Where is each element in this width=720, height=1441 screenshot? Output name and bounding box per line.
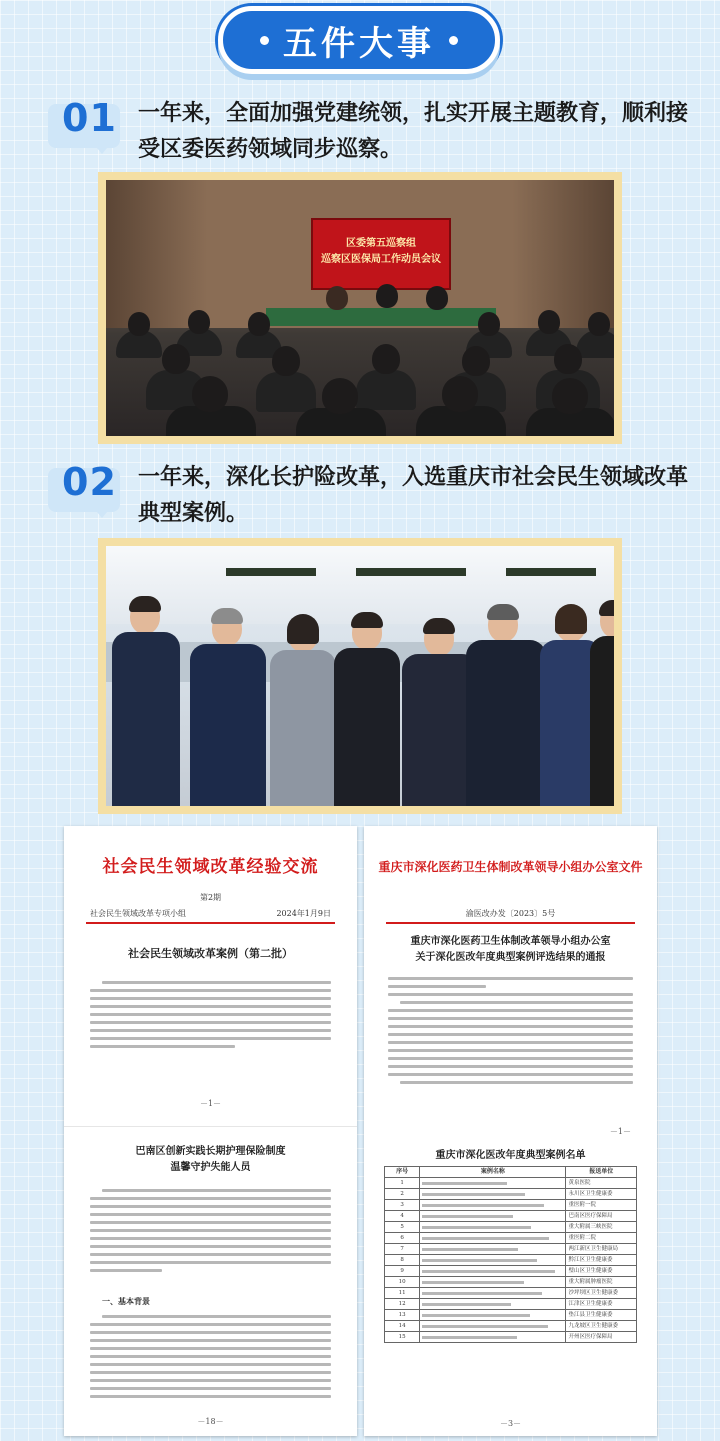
doc-issue: 第2期 <box>199 893 222 902</box>
table-row <box>385 1277 637 1288</box>
table-row <box>385 1299 637 1310</box>
cell-unit: 江津区卫生健康委 <box>566 1299 637 1310</box>
cell-no: 3 <box>385 1200 420 1211</box>
cell-name <box>420 1288 566 1299</box>
table-row <box>385 1211 637 1222</box>
doc-header: 社会民生领域改革经验交流 <box>102 857 319 877</box>
doc-header: 重庆市深化医药卫生体制改革领导小组办公室文件 <box>378 860 643 874</box>
cell-unit: 开州区医疗保障局 <box>566 1332 637 1343</box>
table-title: 重庆市深化医改年度典型案例名单 <box>435 1150 586 1161</box>
cell-unit: 重大附属三峡医院 <box>566 1222 637 1233</box>
cell-unit: 九龙坡区卫生健康委 <box>566 1321 637 1332</box>
screen-line-1: 区委第五巡察组 <box>346 238 416 249</box>
table-row <box>385 1288 637 1299</box>
doc-page-number: －1－ <box>609 1127 631 1136</box>
visit-photo <box>106 546 614 806</box>
section-text: 一年来，深化长护险改革，入选重庆市社会民生领域改革典型案例。 <box>138 465 689 526</box>
case-title-1: 巴南区创新实践长期护理保险制度 <box>135 1146 286 1157</box>
col-name: 案例名称 <box>420 1167 566 1178</box>
cell-no: 1 <box>385 1178 420 1189</box>
table-row <box>385 1233 637 1244</box>
cell-name <box>420 1200 566 1211</box>
doc-body-text <box>90 1184 331 1277</box>
cell-unit: 沙坪坝区卫生健康委 <box>566 1288 637 1299</box>
document-right <box>364 826 657 1436</box>
table-row <box>385 1200 637 1211</box>
cell-unit: 璧山区卫生健康委 <box>566 1266 637 1277</box>
screen-line-2: 巡察区医保局工作动员会议 <box>321 254 441 265</box>
cell-name <box>420 1255 566 1266</box>
banner-dot-left <box>260 36 269 45</box>
table-row <box>385 1310 637 1321</box>
section-text: 一年来，全面加强党建统领，扎实开展主题教育，顺利接受区委医药领域同步巡察。 <box>138 101 689 162</box>
cell-name <box>420 1310 566 1321</box>
cell-unit: 垫江县卫生健康委 <box>566 1310 637 1321</box>
meeting-screen <box>311 218 451 290</box>
cell-name <box>420 1244 566 1255</box>
banner-title: 五件大事 <box>283 23 435 64</box>
cell-no: 15 <box>385 1332 420 1343</box>
table-row <box>385 1222 637 1233</box>
cell-unit: 黄泉医院 <box>566 1178 637 1189</box>
table-row <box>385 1178 637 1189</box>
doc-heading: 社会民生领域改革案例（第二批） <box>128 947 293 960</box>
cell-name <box>420 1222 566 1233</box>
table-row <box>385 1255 637 1266</box>
cell-no: 14 <box>385 1321 420 1332</box>
table-row <box>385 1189 637 1200</box>
cell-name <box>420 1189 566 1200</box>
cell-no: 11 <box>385 1288 420 1299</box>
cell-unit: 黔江区卫生健康委 <box>566 1255 637 1266</box>
doc-heading-1: 重庆市深化医药卫生体制改革领导小组办公室 <box>410 936 611 947</box>
doc-section-label: 一、基本背景 <box>102 1296 150 1306</box>
banner-dot-right <box>449 36 458 45</box>
photo-frame-meeting <box>98 172 622 444</box>
cell-name <box>420 1233 566 1244</box>
doc-page-number: －18－ <box>197 1417 224 1426</box>
cell-no: 8 <box>385 1255 420 1266</box>
cell-name <box>420 1332 566 1343</box>
cell-unit: 重医附一院 <box>566 1200 637 1211</box>
doc-body-text <box>388 972 633 1089</box>
doc-org: 社会民生领域改革专项小组 <box>90 909 186 918</box>
cell-no: 12 <box>385 1299 420 1310</box>
cell-no: 7 <box>385 1244 420 1255</box>
cell-no: 9 <box>385 1266 420 1277</box>
cell-no: 2 <box>385 1189 420 1200</box>
number-badge-01 <box>48 96 128 156</box>
cell-name <box>420 1277 566 1288</box>
cell-no: 4 <box>385 1211 420 1222</box>
doc-page-number: －3－ <box>499 1419 522 1428</box>
doc-body-text <box>90 976 331 1053</box>
table-row <box>385 1244 637 1255</box>
number-badge-02 <box>48 460 128 520</box>
doc-date: 2024年1月9日 <box>276 909 331 918</box>
cell-unit: 巴南区医疗保障局 <box>566 1211 637 1222</box>
cell-name <box>420 1178 566 1189</box>
doc-body-text <box>90 1310 331 1403</box>
doc-heading-2: 关于深化医改年度典型案例评选结果的通报 <box>415 952 606 963</box>
cell-name <box>420 1299 566 1310</box>
cell-name <box>420 1266 566 1277</box>
cell-no: 13 <box>385 1310 420 1321</box>
table-row <box>385 1266 637 1277</box>
cell-no: 5 <box>385 1222 420 1233</box>
cell-name <box>420 1211 566 1222</box>
document-left <box>64 826 357 1436</box>
section-number: 02 <box>62 460 117 504</box>
table-row <box>385 1321 637 1332</box>
cell-unit: 两江新区卫生健康局 <box>566 1244 637 1255</box>
doc-number: 渝医改办发〔2023〕5号 <box>465 909 556 918</box>
col-unit: 报送单位 <box>566 1167 637 1178</box>
meeting-photo <box>106 180 614 436</box>
cell-no: 10 <box>385 1277 420 1288</box>
photo-frame-visit <box>98 538 622 814</box>
title-banner <box>218 6 500 74</box>
col-no: 序号 <box>385 1167 420 1178</box>
cell-unit: 重大附属肿瘤医院 <box>566 1277 637 1288</box>
doc-page-number: －1－ <box>199 1099 222 1108</box>
case-table <box>384 1166 637 1343</box>
cell-no: 6 <box>385 1233 420 1244</box>
cell-unit: 永川区卫生健康委 <box>566 1189 637 1200</box>
cell-unit: 重医附二院 <box>566 1233 637 1244</box>
table-row <box>385 1332 637 1343</box>
case-title-2: 温馨守护失能人员 <box>170 1162 251 1173</box>
cell-name <box>420 1321 566 1332</box>
section-number: 01 <box>62 96 117 140</box>
